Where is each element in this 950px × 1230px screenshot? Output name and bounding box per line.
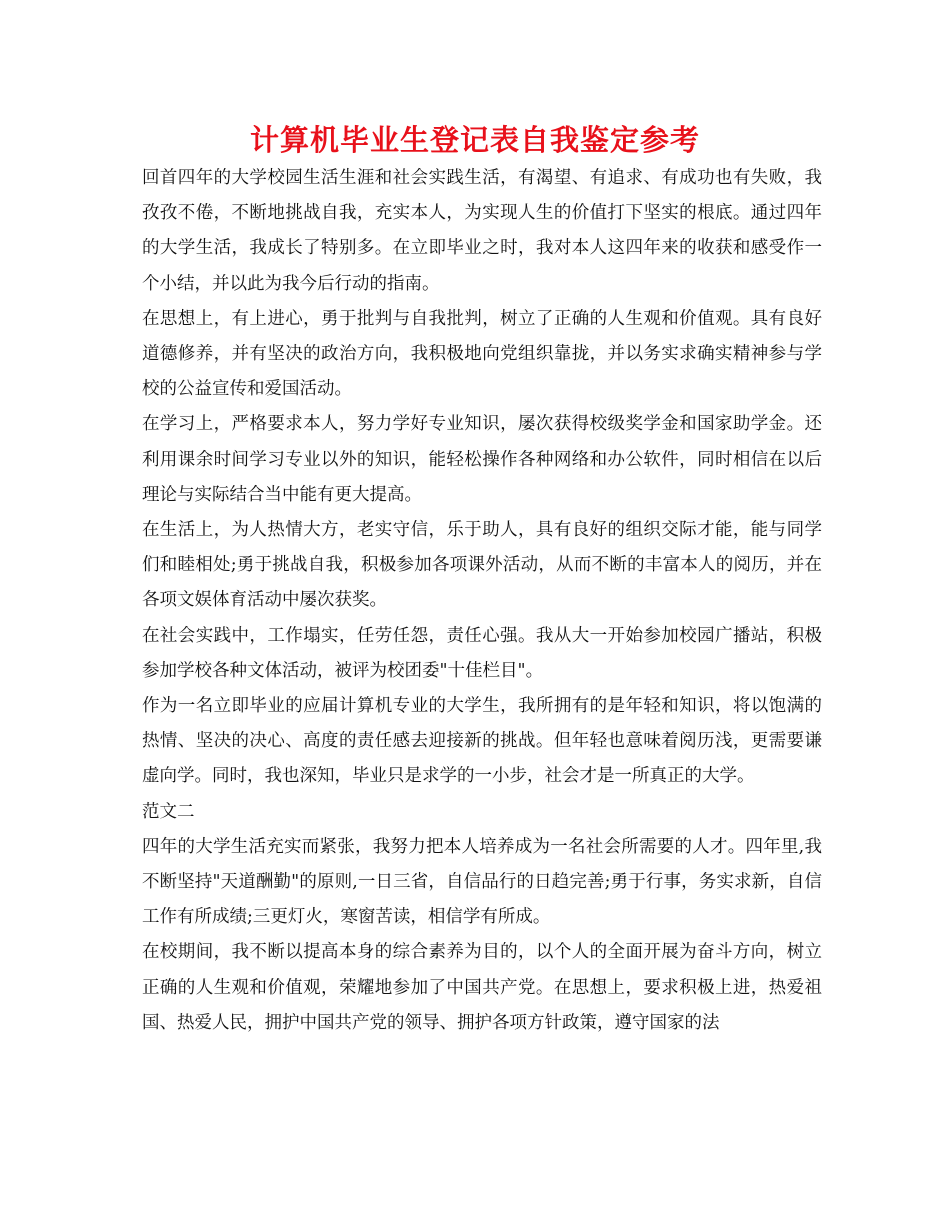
section-heading: 范文二 — [142, 801, 195, 822]
paragraph: 在思想上，有上进心，勇于批判与自我批判，树立了正确的人生观和价值观。具有良好道德修养，并有坚决的政治方向，我积极地向党组织靠拢，并以务实求确实精神参与学校的公益宣传和爱国活动。 — [142, 308, 822, 400]
paragraph: 回首四年的大学校园生活生涯和社会实践生活，有渴望、有追求、有成功也有失败，我孜孜不倦，不断地挑战自我，充实本人，为实现人生的价值打下坚实的根底。通过四年的大学生活，我成长了特别多。在立即毕业之时，我对本人这四年来的收获和感受作一个小结，并以此为我今后行动的指南。 — [142, 168, 822, 294]
paragraph: 在社会实践中，工作塌实，任劳任怨，责任心强。我从大一开始参加校园广播站，积极参加学校各种文体活动，被评为校团委"十佳栏目"。 — [142, 625, 822, 681]
paragraph: 作为一名立即毕业的应届计算机专业的大学生，我所拥有的是年轻和知识，将以饱满的热情、坚决的决心、高度的责任感去迎接新的挑战。但年轻也意味着阅历浅，更需要谦虚向学。同时，我也深知，毕业只是求学的一小步，社会才是一所真正的大学。 — [142, 696, 822, 787]
paragraph: 在生活上，为人热情大方，老实守信，乐于助人，具有良好的组织交际才能，能与同学们和睦相处;勇于挑战自我，积极参加各项课外活动，从而不断的丰富本人的阅历，并在各项文娱体育活动中屡次获奖。 — [142, 520, 822, 611]
paragraph: 在校期间，我不断以提高本身的综合素养为目的，以个人的全面开展为奋斗方向，树立正确的人生观和价值观，荣耀地参加了中国共产党。在思想上，要求积极上进，热爱祖国、热爱人民，拥护中国共产党的领导、拥护各项方针政策，遵守国家的法 — [142, 942, 822, 1033]
paragraph: 在学习上，严格要求本人，努力学好专业知识，屡次获得校级奖学金和国家助学金。还利用课余时间学习专业以外的知识，能轻松操作各种网络和办公软件，同时相信在以后理论与实际结合当中能有更大提高。 — [142, 414, 822, 505]
paragraph: 四年的大学生活充实而紧张，我努力把本人培养成为一名社会所需要的人才。四年里,我不断坚持"天道酬勤"的原则,一日三省，自信品行的日趋完善;勇于行事，务实求新，自信工作有所成绩;三更灯火，寒窗苦读，相信学有所成。 — [142, 836, 822, 928]
document-title: 计算机毕业生登记表自我鉴定参考 — [249, 123, 700, 157]
document-body — [142, 161, 822, 1041]
